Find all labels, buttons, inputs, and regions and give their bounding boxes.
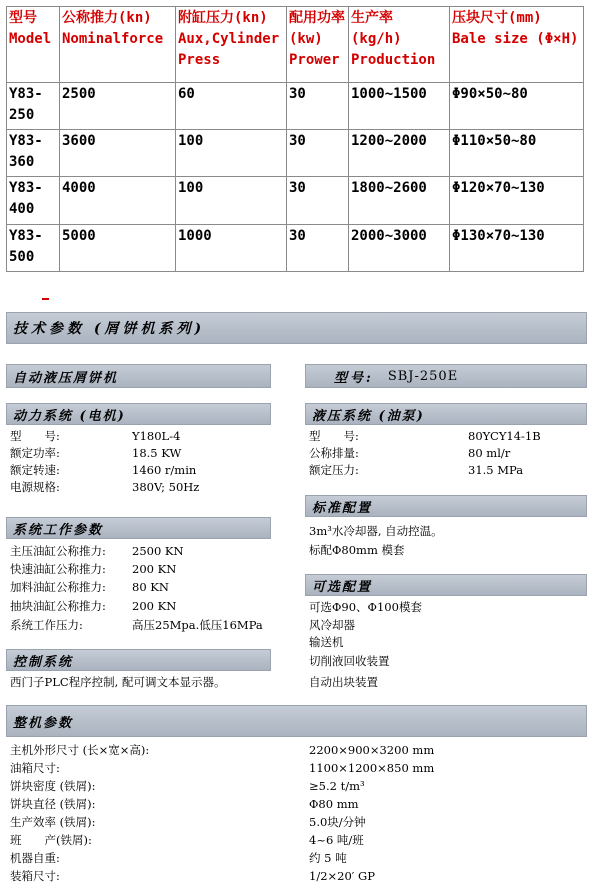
table-row (7, 177, 584, 224)
spec-value: Φ80 mm (309, 797, 359, 811)
table-cell: 30 (287, 177, 349, 224)
spec-value: 80 ml/r (468, 446, 511, 460)
spec-label: 公称排量: (309, 446, 359, 460)
control-system-title: 控制系统 (13, 654, 74, 670)
header-cell: 生产率 (kg/h) Production (349, 7, 450, 83)
spec-value: 5.0块/分钟 (309, 815, 366, 829)
table-cell: 100 (176, 129, 287, 176)
table-cell: Φ120×70~130 (450, 177, 584, 224)
table-cell: Φ130×70~130 (450, 224, 584, 271)
table-cell: 60 (176, 82, 287, 129)
power-system-title: 动力系统 (电机) (13, 408, 126, 424)
model-box (305, 364, 587, 388)
table-cell: 1000~1500 (349, 82, 450, 129)
system-params-title: 系统工作参数 (13, 522, 104, 538)
spec-label: 额定压力: (309, 463, 359, 477)
spec-label: 额定转速: (10, 463, 60, 477)
spec-value: 200 KN (132, 562, 177, 576)
optional-config-title: 可选配置 (312, 579, 373, 595)
spec-value: 约 5 吨 (309, 851, 347, 865)
system-params-bar (6, 517, 271, 539)
spec-label: 生产效率 (铁屑): (10, 815, 96, 829)
control-system-text: 西门子PLC程序控制, 配可调文本显示器。 (10, 675, 226, 689)
hydraulic-system-bar (305, 403, 587, 425)
spec-label: 饼块直径 (铁屑): (10, 797, 96, 811)
spec-value: 31.5 MPa (468, 463, 524, 477)
table-cell: Y83-400 (7, 177, 60, 224)
table-cell: Y83-360 (7, 129, 60, 176)
machine-params-title: 整机参数 (13, 715, 74, 731)
config-item: 输送机 (309, 635, 344, 649)
table-cell: 30 (287, 129, 349, 176)
header-cell: 公称推力(kn) Nominalforce (60, 7, 176, 83)
table-cell: 1800~2600 (349, 177, 450, 224)
spec-value: 2500 KN (132, 544, 184, 558)
optional-config-bar (305, 574, 587, 596)
spec-value: 1100×1200×850 mm (309, 761, 435, 775)
table-cell: 100 (176, 177, 287, 224)
model-value: SBJ-250E (387, 368, 459, 384)
spec-value: 200 KN (132, 599, 177, 613)
spec-value: 80YCY14-1B (468, 429, 541, 443)
table-row (7, 129, 584, 176)
spec-value: 1/2×20′ GP (309, 869, 375, 883)
header-cell: 附缸压力(kn) Aux,Cylinder Press (176, 7, 287, 83)
spec-value: 380V; 50Hz (132, 480, 200, 494)
spec-table (6, 6, 584, 272)
sheet-title-bar (6, 312, 587, 344)
spec-value: 18.5 KW (132, 446, 182, 460)
table-cell: 5000 (60, 224, 176, 271)
table-cell: 30 (287, 224, 349, 271)
spec-value: 2200×900×3200 mm (309, 743, 435, 757)
spec-label: 班 产(铁屑): (10, 833, 92, 847)
table-row (7, 82, 584, 129)
spec-value: Y180L-4 (132, 429, 181, 443)
table-cell: 1200~2000 (349, 129, 450, 176)
spec-value: 1460 r/min (132, 463, 197, 477)
model-label: 型号: (334, 370, 374, 386)
table-cell: 30 (287, 82, 349, 129)
standard-config-bar (305, 495, 587, 517)
product-name-bar (6, 364, 271, 388)
spec-label: 快速油缸公称推力: (10, 562, 106, 576)
red-accent-mark (42, 298, 49, 300)
table-cell: Y83-500 (7, 224, 60, 271)
table-header-row (7, 7, 584, 83)
header-cell: 型号 Model (7, 7, 60, 83)
table-cell: 4000 (60, 177, 176, 224)
spec-label: 电源规格: (10, 480, 60, 494)
machine-params-bar (6, 705, 587, 737)
control-system-bar (6, 649, 271, 671)
table-cell: Φ110×50~80 (450, 129, 584, 176)
standard-config-title: 标准配置 (312, 500, 373, 516)
spec-label: 额定功率: (10, 446, 60, 460)
table-cell: 1000 (176, 224, 287, 271)
spec-value: 80 KN (132, 580, 169, 594)
table-cell: 2000~3000 (349, 224, 450, 271)
spec-label: 装箱尺寸: (10, 869, 60, 883)
table-cell: 2500 (60, 82, 176, 129)
table-cell: 3600 (60, 129, 176, 176)
spec-value: ≥5.2 t/m³ (309, 779, 365, 793)
config-item: 3m³水冷却器, 自动控温。 (309, 524, 443, 538)
product-name: 自动液压屑饼机 (13, 370, 119, 386)
header-cell: 配用功率(kw) Prower (287, 7, 349, 83)
spec-label: 机器自重: (10, 851, 60, 865)
spec-label: 油箱尺寸: (10, 761, 60, 775)
hydraulic-system-title: 液压系统 (油泵) (312, 408, 425, 424)
spec-label: 系统工作压力: (10, 618, 83, 632)
config-item: 标配Φ80mm 模套 (309, 543, 405, 557)
config-item: 可选Φ90、Φ100模套 (309, 600, 422, 614)
power-system-bar (6, 403, 271, 425)
table-row (7, 224, 584, 271)
spec-label: 型 号: (309, 429, 359, 443)
spec-label: 饼块密度 (铁屑): (10, 779, 96, 793)
spec-label: 主压油缸公称推力: (10, 544, 106, 558)
config-item: 风冷却器 (309, 618, 355, 632)
sheet-title: 技术参数 (屑饼机系列) (13, 321, 206, 337)
spec-value: 高压25Mpa.低压16MPa (132, 618, 263, 632)
config-item: 切削液回收装置 (309, 654, 390, 668)
table-cell: Y83-250 (7, 82, 60, 129)
table-cell: Φ90×50~80 (450, 82, 584, 129)
spec-label: 抽块油缸公称推力: (10, 599, 106, 613)
spec-label: 型 号: (10, 429, 60, 443)
config-item: 自动出块装置 (309, 675, 378, 689)
header-cell: 压块尺寸(mm) Bale size (Φ×H) (450, 7, 584, 83)
spec-label: 主机外形尺寸 (长×宽×高): (10, 743, 150, 757)
spec-value: 4~6 吨/班 (309, 833, 364, 847)
spec-label: 加料油缸公称推力: (10, 580, 106, 594)
